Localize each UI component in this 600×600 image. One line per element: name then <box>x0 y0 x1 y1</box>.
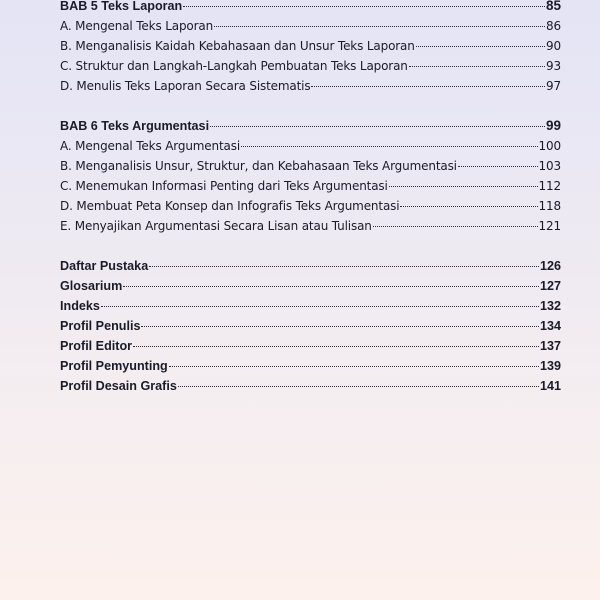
dot-leader <box>210 126 545 127</box>
dot-leader <box>458 166 538 167</box>
dot-leader <box>101 306 539 307</box>
toc-entry-page: 137 <box>539 339 561 353</box>
toc-entry-label: D. Menulis Teks Laporan Secara Sistematis <box>60 79 311 93</box>
toc-entry-label: C. Menemukan Informasi Penting dari Teks Argumentasi <box>60 179 388 193</box>
toc-subsection-entry[interactable] <box>60 16 561 36</box>
toc-chapter-entry[interactable] <box>60 0 561 16</box>
table-of-contents <box>60 0 561 396</box>
toc-entry-page: 118 <box>538 199 561 213</box>
toc-entry-page: 90 <box>546 39 561 53</box>
toc-chapter-entry[interactable] <box>60 116 561 136</box>
toc-entry-label: Profil Desain Grafis <box>60 379 177 393</box>
dot-leader <box>373 226 538 227</box>
dot-leader <box>141 326 539 327</box>
toc-entry-profil-desain-grafis[interactable] <box>60 376 561 396</box>
toc-entry-page: 86 <box>546 19 561 33</box>
toc-subsection-entry[interactable] <box>60 76 561 96</box>
dot-leader <box>183 6 545 7</box>
toc-subsection-entry[interactable] <box>60 156 561 176</box>
toc-section-back-matter <box>60 256 561 396</box>
toc-entry-label: BAB 5 Teks Laporan <box>60 0 183 13</box>
toc-entry-label: A. Mengenal Teks Laporan <box>60 19 214 33</box>
toc-entry-profil-penulis[interactable] <box>60 316 561 336</box>
toc-entry-label: Profil Editor <box>60 339 133 353</box>
toc-entry-page: 103 <box>538 159 561 173</box>
dot-leader <box>416 46 545 47</box>
toc-entry-page: 141 <box>539 379 561 393</box>
toc-entry-label: Profil Penulis <box>60 319 141 333</box>
section-spacer <box>60 96 561 116</box>
toc-section-bab-5 <box>60 0 561 96</box>
toc-subsection-entry[interactable] <box>60 216 561 236</box>
dot-leader <box>311 86 545 87</box>
toc-entry-glosarium[interactable] <box>60 276 561 296</box>
toc-entry-label: Indeks <box>60 299 100 313</box>
dot-leader <box>169 366 539 367</box>
toc-entry-label: Daftar Pustaka <box>60 259 149 273</box>
section-spacer <box>60 236 561 256</box>
toc-entry-daftar-pustaka[interactable] <box>60 256 561 276</box>
dot-leader <box>400 206 537 207</box>
toc-subsection-entry[interactable] <box>60 196 561 216</box>
dot-leader <box>389 186 538 187</box>
toc-entry-label: Profil Pemyunting <box>60 359 168 373</box>
toc-subsection-entry[interactable] <box>60 176 561 196</box>
toc-entry-page: 85 <box>545 0 561 13</box>
toc-entry-label: A. Mengenal Teks Argumentasi <box>60 139 241 153</box>
toc-entry-profil-pemyunting[interactable] <box>60 356 561 376</box>
toc-entry-label: B. Menganalisis Unsur, Struktur, dan Kebahasaan Teks Argumentasi <box>60 159 457 173</box>
toc-entry-label: Glosarium <box>60 279 123 293</box>
dot-leader <box>178 386 539 387</box>
toc-entry-label: E. Menyajikan Argumentasi Secara Lisan atau Tulisan <box>60 219 372 233</box>
toc-entry-page: 112 <box>538 179 561 193</box>
toc-entry-page: 126 <box>539 259 561 273</box>
toc-entry-page: 93 <box>546 59 561 73</box>
dot-leader <box>241 146 537 147</box>
toc-subsection-entry[interactable] <box>60 136 561 156</box>
dot-leader <box>123 286 539 287</box>
toc-entry-page: 134 <box>539 319 561 333</box>
dot-leader <box>409 66 545 67</box>
toc-section-bab-6 <box>60 116 561 236</box>
toc-entry-page: 99 <box>545 118 561 133</box>
toc-entry-page: 121 <box>538 219 561 233</box>
toc-entry-label: BAB 6 Teks Argumentasi <box>60 119 210 133</box>
toc-entry-page: 132 <box>539 299 561 313</box>
toc-entry-page: 127 <box>539 279 561 293</box>
toc-entry-profil-editor[interactable] <box>60 336 561 356</box>
toc-entry-label: D. Membuat Peta Konsep dan Infografis Teks Argumentasi <box>60 199 400 213</box>
dot-leader <box>149 266 539 267</box>
toc-subsection-entry[interactable] <box>60 56 561 76</box>
toc-entry-label: B. Menganalisis Kaidah Kebahasaan dan Unsur Teks Laporan <box>60 39 415 53</box>
toc-entry-page: 139 <box>539 359 561 373</box>
toc-entry-page: 97 <box>546 79 561 93</box>
dot-leader <box>133 346 539 347</box>
toc-entry-label: C. Struktur dan Langkah-Langkah Pembuatan Teks Laporan <box>60 59 408 73</box>
toc-entry-indeks[interactable] <box>60 296 561 316</box>
toc-subsection-entry[interactable] <box>60 36 561 56</box>
toc-entry-page: 100 <box>538 139 561 153</box>
dot-leader <box>214 26 545 27</box>
